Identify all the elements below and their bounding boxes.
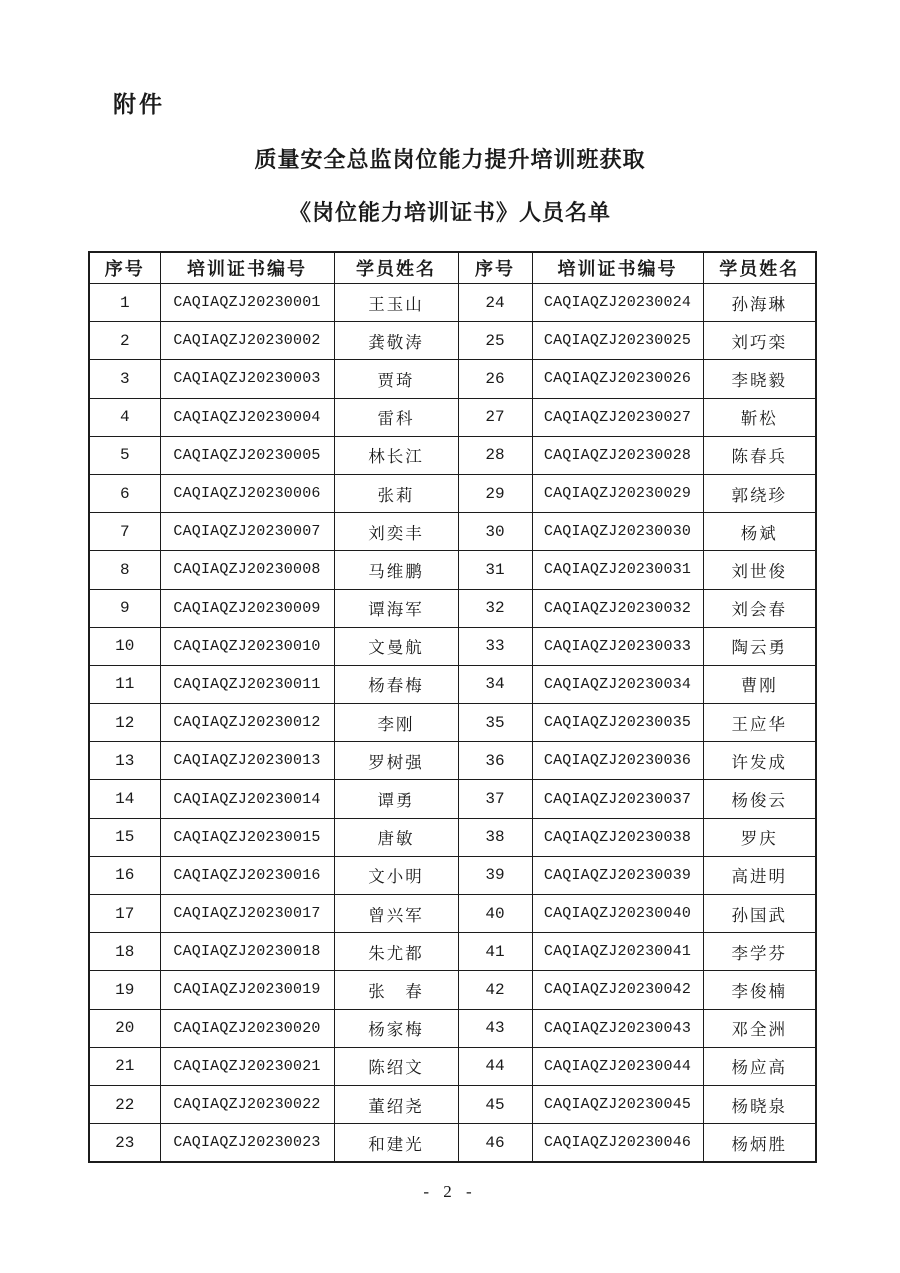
table-row: [89, 704, 816, 742]
serial-cell: 42: [458, 971, 532, 1009]
serial-cell: 37: [458, 780, 532, 818]
cert-cell: CAQIAQZJ20230042: [532, 971, 703, 1009]
serial-cell: 31: [458, 551, 532, 589]
name-cell: 罗树强: [334, 742, 458, 780]
cert-cell: CAQIAQZJ20230010: [160, 627, 334, 665]
serial-cell: 30: [458, 513, 532, 551]
cert-cell: CAQIAQZJ20230017: [160, 895, 334, 933]
name-cell: 郭绕珍: [703, 474, 816, 512]
serial-cell: 6: [89, 474, 160, 512]
cert-cell: CAQIAQZJ20230041: [532, 933, 703, 971]
name-cell: 邓全洲: [703, 1009, 816, 1047]
table-row: [89, 1009, 816, 1047]
cert-cell: CAQIAQZJ20230008: [160, 551, 334, 589]
name-cell: 刘巧栾: [703, 322, 816, 360]
cert-cell: CAQIAQZJ20230029: [532, 474, 703, 512]
name-cell: 张 春: [334, 971, 458, 1009]
serial-cell: 3: [89, 360, 160, 398]
name-cell: 朱尤都: [334, 933, 458, 971]
serial-cell: 14: [89, 780, 160, 818]
column-header-name-left: 学员姓名: [334, 252, 458, 284]
serial-cell: 36: [458, 742, 532, 780]
name-cell: 孙国武: [703, 895, 816, 933]
cert-cell: CAQIAQZJ20230038: [532, 818, 703, 856]
serial-cell: 25: [458, 322, 532, 360]
cert-cell: CAQIAQZJ20230009: [160, 589, 334, 627]
cert-cell: CAQIAQZJ20230043: [532, 1009, 703, 1047]
name-cell: 杨春梅: [334, 665, 458, 703]
cert-cell: CAQIAQZJ20230005: [160, 436, 334, 474]
cert-cell: CAQIAQZJ20230011: [160, 665, 334, 703]
cert-cell: CAQIAQZJ20230045: [532, 1085, 703, 1123]
column-header-cert-right: 培训证书编号: [532, 252, 703, 284]
cert-cell: CAQIAQZJ20230025: [532, 322, 703, 360]
name-cell: 曾兴军: [334, 895, 458, 933]
table-row: [89, 1124, 816, 1163]
name-cell: 王玉山: [334, 284, 458, 322]
serial-cell: 17: [89, 895, 160, 933]
serial-cell: 46: [458, 1124, 532, 1163]
cert-cell: CAQIAQZJ20230015: [160, 818, 334, 856]
name-cell: 文小明: [334, 856, 458, 894]
cert-cell: CAQIAQZJ20230026: [532, 360, 703, 398]
serial-cell: 24: [458, 284, 532, 322]
name-cell: 龚敬涛: [334, 322, 458, 360]
serial-cell: 28: [458, 436, 532, 474]
cert-cell: CAQIAQZJ20230014: [160, 780, 334, 818]
name-cell: 董绍尧: [334, 1085, 458, 1123]
table-row: [89, 284, 816, 322]
name-cell: 和建光: [334, 1124, 458, 1163]
serial-cell: 43: [458, 1009, 532, 1047]
cert-cell: CAQIAQZJ20230030: [532, 513, 703, 551]
serial-cell: 27: [458, 398, 532, 436]
cert-cell: CAQIAQZJ20230027: [532, 398, 703, 436]
serial-cell: 33: [458, 627, 532, 665]
attachment-label: 附件: [113, 91, 165, 117]
serial-cell: 9: [89, 589, 160, 627]
name-cell: 靳松: [703, 398, 816, 436]
trainee-roster-table: [88, 251, 817, 1163]
serial-cell: 12: [89, 704, 160, 742]
page-number: - 2 -: [423, 1182, 477, 1201]
cert-cell: CAQIAQZJ20230032: [532, 589, 703, 627]
name-cell: 陈春兵: [703, 436, 816, 474]
name-cell: 谭勇: [334, 780, 458, 818]
cert-cell: CAQIAQZJ20230007: [160, 513, 334, 551]
cert-cell: CAQIAQZJ20230003: [160, 360, 334, 398]
table-row: [89, 971, 816, 1009]
serial-cell: 5: [89, 436, 160, 474]
column-header-serial-left: 序号: [89, 252, 160, 284]
name-cell: 杨家梅: [334, 1009, 458, 1047]
table-row: [89, 627, 816, 665]
cert-cell: CAQIAQZJ20230019: [160, 971, 334, 1009]
name-cell: 曹刚: [703, 665, 816, 703]
column-header-cert-left: 培训证书编号: [160, 252, 334, 284]
table-row: [89, 856, 816, 894]
cert-cell: CAQIAQZJ20230037: [532, 780, 703, 818]
name-cell: 刘世俊: [703, 551, 816, 589]
name-cell: 罗庆: [703, 818, 816, 856]
serial-cell: 22: [89, 1085, 160, 1123]
cert-cell: CAQIAQZJ20230024: [532, 284, 703, 322]
header-row: [89, 252, 816, 284]
serial-cell: 4: [89, 398, 160, 436]
serial-cell: 21: [89, 1047, 160, 1085]
table-row: [89, 322, 816, 360]
cert-cell: CAQIAQZJ20230006: [160, 474, 334, 512]
cert-cell: CAQIAQZJ20230034: [532, 665, 703, 703]
cert-cell: CAQIAQZJ20230018: [160, 933, 334, 971]
name-cell: 杨俊云: [703, 780, 816, 818]
serial-cell: 7: [89, 513, 160, 551]
document-title-line2: 《岗位能力培训证书》人员名单: [288, 200, 611, 225]
name-cell: 张莉: [334, 474, 458, 512]
serial-cell: 40: [458, 895, 532, 933]
name-cell: 杨晓泉: [703, 1085, 816, 1123]
name-cell: 孙海琳: [703, 284, 816, 322]
table-row: [89, 933, 816, 971]
cert-cell: CAQIAQZJ20230023: [160, 1124, 334, 1163]
cert-cell: CAQIAQZJ20230021: [160, 1047, 334, 1085]
serial-cell: 39: [458, 856, 532, 894]
table-row: [89, 665, 816, 703]
serial-cell: 18: [89, 933, 160, 971]
table-row: [89, 436, 816, 474]
cert-cell: CAQIAQZJ20230002: [160, 322, 334, 360]
table-row: [89, 895, 816, 933]
name-cell: 李晓毅: [703, 360, 816, 398]
name-cell: 杨炳胜: [703, 1124, 816, 1163]
name-cell: 刘会春: [703, 589, 816, 627]
serial-cell: 23: [89, 1124, 160, 1163]
cert-cell: CAQIAQZJ20230028: [532, 436, 703, 474]
column-header-serial-right: 序号: [458, 252, 532, 284]
cert-cell: CAQIAQZJ20230039: [532, 856, 703, 894]
serial-cell: 11: [89, 665, 160, 703]
cert-cell: CAQIAQZJ20230036: [532, 742, 703, 780]
table-row: [89, 742, 816, 780]
name-cell: 唐敏: [334, 818, 458, 856]
cert-cell: CAQIAQZJ20230044: [532, 1047, 703, 1085]
name-cell: 陶云勇: [703, 627, 816, 665]
name-cell: 雷科: [334, 398, 458, 436]
table-row: [89, 474, 816, 512]
cert-cell: CAQIAQZJ20230004: [160, 398, 334, 436]
serial-cell: 38: [458, 818, 532, 856]
cert-cell: CAQIAQZJ20230013: [160, 742, 334, 780]
table-row: [89, 818, 816, 856]
table-row: [89, 1047, 816, 1085]
serial-cell: 15: [89, 818, 160, 856]
cert-cell: CAQIAQZJ20230022: [160, 1085, 334, 1123]
cert-cell: CAQIAQZJ20230001: [160, 284, 334, 322]
table-row: [89, 360, 816, 398]
name-cell: 陈绍文: [334, 1047, 458, 1085]
name-cell: 李学芬: [703, 933, 816, 971]
cert-cell: CAQIAQZJ20230031: [532, 551, 703, 589]
name-cell: 杨斌: [703, 513, 816, 551]
serial-cell: 41: [458, 933, 532, 971]
name-cell: 王应华: [703, 704, 816, 742]
cert-cell: CAQIAQZJ20230046: [532, 1124, 703, 1163]
serial-cell: 44: [458, 1047, 532, 1085]
table-row: [89, 551, 816, 589]
table-row: [89, 513, 816, 551]
serial-cell: 34: [458, 665, 532, 703]
name-cell: 林长江: [334, 436, 458, 474]
name-cell: 李刚: [334, 704, 458, 742]
cert-cell: CAQIAQZJ20230040: [532, 895, 703, 933]
serial-cell: 16: [89, 856, 160, 894]
cert-cell: CAQIAQZJ20230016: [160, 856, 334, 894]
serial-cell: 13: [89, 742, 160, 780]
name-cell: 许发成: [703, 742, 816, 780]
serial-cell: 26: [458, 360, 532, 398]
table-row: [89, 780, 816, 818]
serial-cell: 2: [89, 322, 160, 360]
name-cell: 文曼航: [334, 627, 458, 665]
cert-cell: CAQIAQZJ20230033: [532, 627, 703, 665]
document-title-line1: 质量安全总监岗位能力提升培训班获取: [254, 147, 646, 172]
serial-cell: 45: [458, 1085, 532, 1123]
serial-cell: 29: [458, 474, 532, 512]
name-cell: 高进明: [703, 856, 816, 894]
serial-cell: 35: [458, 704, 532, 742]
name-cell: 马维鹏: [334, 551, 458, 589]
serial-cell: 20: [89, 1009, 160, 1047]
table-row: [89, 589, 816, 627]
cert-cell: CAQIAQZJ20230035: [532, 704, 703, 742]
name-cell: 谭海军: [334, 589, 458, 627]
name-cell: 杨应高: [703, 1047, 816, 1085]
table-row: [89, 1085, 816, 1123]
serial-cell: 32: [458, 589, 532, 627]
cert-cell: CAQIAQZJ20230012: [160, 704, 334, 742]
name-cell: 刘奕丰: [334, 513, 458, 551]
name-cell: 贾琦: [334, 360, 458, 398]
serial-cell: 10: [89, 627, 160, 665]
column-header-name-right: 学员姓名: [703, 252, 816, 284]
serial-cell: 1: [89, 284, 160, 322]
serial-cell: 8: [89, 551, 160, 589]
cert-cell: CAQIAQZJ20230020: [160, 1009, 334, 1047]
serial-cell: 19: [89, 971, 160, 1009]
name-cell: 李俊楠: [703, 971, 816, 1009]
table-row: [89, 398, 816, 436]
